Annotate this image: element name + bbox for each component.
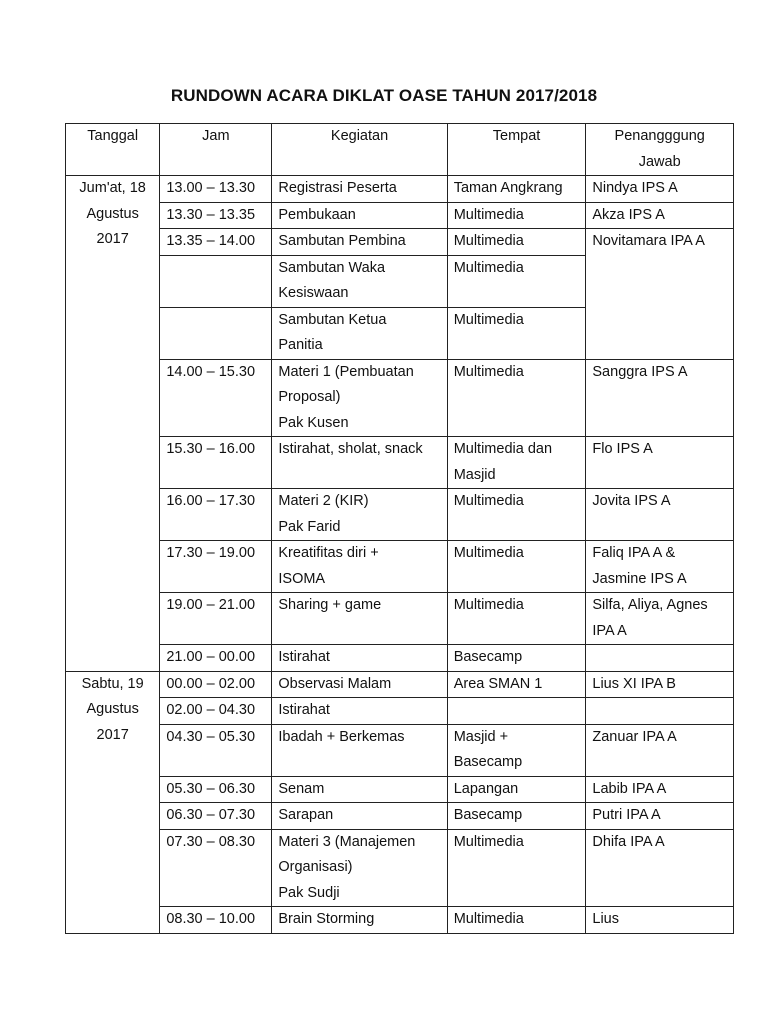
table-row bbox=[66, 489, 734, 541]
kegiatan-cell bbox=[272, 541, 447, 593]
jam-cell bbox=[160, 255, 272, 307]
kegiatan-cell bbox=[272, 698, 447, 725]
tempat-line: Multimedia bbox=[453, 311, 524, 328]
tempat-cell bbox=[447, 255, 586, 307]
date-line: 2017 bbox=[96, 726, 129, 743]
tempat-cell bbox=[447, 829, 586, 907]
kegiatan-line: Materi 2 (KIR) bbox=[278, 493, 369, 509]
kegiatan-line: Sharing + game bbox=[278, 597, 382, 613]
kegiatan-line: Pak Farid bbox=[278, 518, 341, 535]
penanggung-jawab-cell bbox=[586, 645, 734, 672]
kegiatan-cell bbox=[272, 176, 447, 203]
rundown-table bbox=[65, 123, 734, 934]
jam-cell: 13.30 – 13.35 bbox=[160, 202, 272, 229]
tempat-cell bbox=[447, 307, 586, 359]
date-line: 2017 bbox=[96, 231, 129, 247]
kegiatan-cell bbox=[272, 907, 447, 934]
table-row bbox=[66, 229, 734, 256]
kegiatan-cell bbox=[272, 229, 447, 256]
tempat-line: Multimedia bbox=[453, 545, 524, 561]
kegiatan-line: Brain Storming bbox=[278, 911, 375, 927]
penanggung-jawab-cell bbox=[586, 176, 734, 203]
tempat-cell bbox=[447, 359, 586, 437]
tempat-line: Basecamp bbox=[453, 754, 523, 770]
kegiatan-cell bbox=[272, 776, 447, 803]
kegiatan-line: Registrasi Peserta bbox=[278, 180, 397, 196]
penanggung-jawab-cell bbox=[586, 229, 734, 360]
pj-line: Putri IPA A bbox=[592, 807, 661, 823]
table-row bbox=[66, 176, 734, 203]
pj-line: IPA A bbox=[592, 622, 627, 639]
jam-cell: 13.35 – 14.00 bbox=[160, 229, 272, 256]
header-pj-line: Jawab bbox=[638, 153, 681, 170]
penanggung-jawab-cell bbox=[586, 359, 734, 437]
kegiatan-line: Senam bbox=[278, 780, 325, 797]
tempat-cell bbox=[447, 803, 586, 830]
kegiatan-cell bbox=[272, 489, 447, 541]
kegiatan-cell bbox=[272, 307, 447, 359]
tempat-line: Area SMAN 1 bbox=[453, 675, 543, 692]
kegiatan-line: Sambutan Waka bbox=[278, 259, 386, 276]
jam-cell bbox=[160, 307, 272, 359]
pj-line: Novitamara IPA A bbox=[592, 233, 705, 249]
kegiatan-cell bbox=[272, 593, 447, 645]
tempat-line: Lapangan bbox=[453, 780, 519, 797]
penanggung-jawab-cell bbox=[586, 671, 734, 698]
tempat-cell bbox=[447, 907, 586, 934]
tempat-line: Masjid bbox=[453, 466, 496, 483]
pj-line: Flo IPS A bbox=[592, 441, 653, 457]
penanggung-jawab-cell bbox=[586, 829, 734, 907]
pj-line: Nindya IPS A bbox=[592, 180, 678, 196]
jam-cell: 04.30 – 05.30 bbox=[160, 724, 272, 776]
jam-cell: 05.30 – 06.30 bbox=[160, 776, 272, 803]
header-pj-line: Penangggung bbox=[614, 128, 705, 144]
tempat-cell bbox=[447, 489, 586, 541]
tempat-line: Multimedia bbox=[453, 493, 524, 509]
date-cell bbox=[66, 176, 160, 672]
jam-cell: 16.00 – 17.30 bbox=[160, 489, 272, 541]
table-header-row bbox=[66, 124, 734, 176]
pj-line: Zanuar IPA A bbox=[592, 728, 677, 745]
date-cell bbox=[66, 671, 160, 933]
tempat-cell bbox=[447, 202, 586, 229]
penanggung-jawab-cell bbox=[586, 437, 734, 489]
penanggung-jawab-cell bbox=[586, 202, 734, 229]
kegiatan-cell bbox=[272, 437, 447, 489]
header-tanggal: Tanggal bbox=[66, 124, 160, 176]
date-line: Sabtu, 19 bbox=[81, 675, 144, 692]
kegiatan-cell bbox=[272, 202, 447, 229]
kegiatan-line: Istirahat bbox=[278, 649, 330, 665]
pj-line: Silfa, Aliya, Agnes bbox=[592, 597, 708, 613]
header-tempat: Tempat bbox=[447, 124, 586, 176]
kegiatan-line: Organisasi) bbox=[278, 859, 353, 875]
table-row bbox=[66, 724, 734, 776]
tempat-line: Multimedia bbox=[453, 833, 524, 850]
pj-line: Jasmine IPS A bbox=[592, 570, 687, 587]
jam-cell: 00.00 – 02.00 bbox=[160, 671, 272, 698]
tempat-cell bbox=[447, 698, 586, 725]
table-body bbox=[66, 176, 734, 934]
tempat-cell bbox=[447, 176, 586, 203]
jam-cell: 08.30 – 10.00 bbox=[160, 907, 272, 934]
kegiatan-line: Panitia bbox=[278, 337, 323, 353]
table-row bbox=[66, 671, 734, 698]
date-line: Agustus bbox=[86, 205, 139, 222]
table-row bbox=[66, 803, 734, 830]
jam-cell: 21.00 – 00.00 bbox=[160, 645, 272, 672]
pj-line: Lius XI IPA B bbox=[592, 675, 676, 692]
penanggung-jawab-cell bbox=[586, 593, 734, 645]
jam-cell: 06.30 – 07.30 bbox=[160, 803, 272, 830]
tempat-line: Basecamp bbox=[453, 649, 523, 665]
pj-line: Sanggra IPS A bbox=[592, 363, 688, 380]
table-row bbox=[66, 698, 734, 725]
tempat-cell bbox=[447, 671, 586, 698]
jam-cell: 14.00 – 15.30 bbox=[160, 359, 272, 437]
document-title: RUNDOWN ACARA DIKLAT OASE TAHUN 2017/2018 bbox=[170, 86, 598, 105]
tempat-line: Masjid + bbox=[453, 728, 509, 745]
table-row bbox=[66, 541, 734, 593]
table-row bbox=[66, 645, 734, 672]
tempat-line: Multimedia bbox=[453, 259, 524, 276]
header-kegiatan: Kegiatan bbox=[272, 124, 447, 176]
tempat-line: Multimedia bbox=[453, 206, 524, 223]
jam-cell: 17.30 – 19.00 bbox=[160, 541, 272, 593]
tempat-cell bbox=[447, 229, 586, 256]
penanggung-jawab-cell bbox=[586, 698, 734, 725]
tempat-line: Multimedia bbox=[453, 363, 524, 380]
jam-cell: 13.00 – 13.30 bbox=[160, 176, 272, 203]
kegiatan-line: Ibadah + Berkemas bbox=[278, 728, 405, 745]
kegiatan-line: Observasi Malam bbox=[278, 675, 392, 692]
table-row bbox=[66, 593, 734, 645]
kegiatan-cell bbox=[272, 724, 447, 776]
table-row bbox=[66, 829, 734, 907]
table-row bbox=[66, 776, 734, 803]
kegiatan-cell bbox=[272, 255, 447, 307]
jam-cell: 07.30 – 08.30 bbox=[160, 829, 272, 907]
kegiatan-line: ISOMA bbox=[278, 570, 326, 587]
penanggung-jawab-cell bbox=[586, 541, 734, 593]
date-line: Agustus bbox=[86, 701, 139, 717]
kegiatan-cell bbox=[272, 803, 447, 830]
header-penanggung-jawab bbox=[586, 124, 734, 176]
date-line: Jum'at, 18 bbox=[79, 180, 146, 196]
kegiatan-cell bbox=[272, 671, 447, 698]
pj-line: Dhifa IPA A bbox=[592, 833, 665, 850]
penanggung-jawab-cell bbox=[586, 489, 734, 541]
kegiatan-line: Materi 1 (Pembuatan bbox=[278, 363, 414, 380]
kegiatan-line: Pak Sudji bbox=[278, 884, 340, 901]
jam-cell: 19.00 – 21.00 bbox=[160, 593, 272, 645]
penanggung-jawab-cell bbox=[586, 803, 734, 830]
penanggung-jawab-cell bbox=[586, 907, 734, 934]
kegiatan-line: Istirahat bbox=[278, 702, 330, 718]
kegiatan-line: Kreatifitas diri + bbox=[278, 545, 379, 561]
kegiatan-line: Istirahat, sholat, snack bbox=[278, 441, 423, 457]
tempat-cell bbox=[447, 593, 586, 645]
tempat-cell bbox=[447, 724, 586, 776]
tempat-line: Multimedia dan bbox=[453, 441, 553, 457]
kegiatan-cell bbox=[272, 359, 447, 437]
kegiatan-line: Materi 3 (Manajemen bbox=[278, 833, 416, 850]
tempat-line: Multimedia bbox=[453, 911, 524, 927]
tempat-line: Multimedia bbox=[453, 597, 524, 613]
table-row bbox=[66, 359, 734, 437]
table-row bbox=[66, 437, 734, 489]
pj-line: Faliq IPA A & bbox=[592, 545, 676, 561]
tempat-cell bbox=[447, 776, 586, 803]
jam-cell: 15.30 – 16.00 bbox=[160, 437, 272, 489]
tempat-line: Basecamp bbox=[453, 807, 523, 823]
penanggung-jawab-cell bbox=[586, 724, 734, 776]
tempat-cell bbox=[447, 541, 586, 593]
tempat-cell bbox=[447, 437, 586, 489]
penanggung-jawab-cell bbox=[586, 776, 734, 803]
pj-line: Akza IPS A bbox=[592, 206, 665, 223]
kegiatan-line: Pak Kusen bbox=[278, 414, 349, 431]
pj-line: Lius bbox=[592, 911, 619, 927]
jam-cell: 02.00 – 04.30 bbox=[160, 698, 272, 725]
kegiatan-line: Sambutan Ketua bbox=[278, 311, 387, 328]
header-jam: Jam bbox=[160, 124, 272, 176]
kegiatan-line: Pembukaan bbox=[278, 206, 356, 223]
table-row bbox=[66, 907, 734, 934]
table-row bbox=[66, 202, 734, 229]
kegiatan-line: Kesiswaan bbox=[278, 285, 349, 301]
kegiatan-line: Sambutan Pembina bbox=[278, 233, 406, 249]
pj-line: Jovita IPS A bbox=[592, 493, 671, 509]
tempat-cell bbox=[447, 645, 586, 672]
kegiatan-cell bbox=[272, 829, 447, 907]
kegiatan-line: Proposal) bbox=[278, 389, 341, 405]
tempat-line: Taman Angkrang bbox=[453, 180, 563, 196]
tempat-line: Multimedia bbox=[453, 233, 524, 249]
pj-line: Labib IPA A bbox=[592, 780, 667, 797]
kegiatan-cell bbox=[272, 645, 447, 672]
kegiatan-line: Sarapan bbox=[278, 807, 334, 823]
